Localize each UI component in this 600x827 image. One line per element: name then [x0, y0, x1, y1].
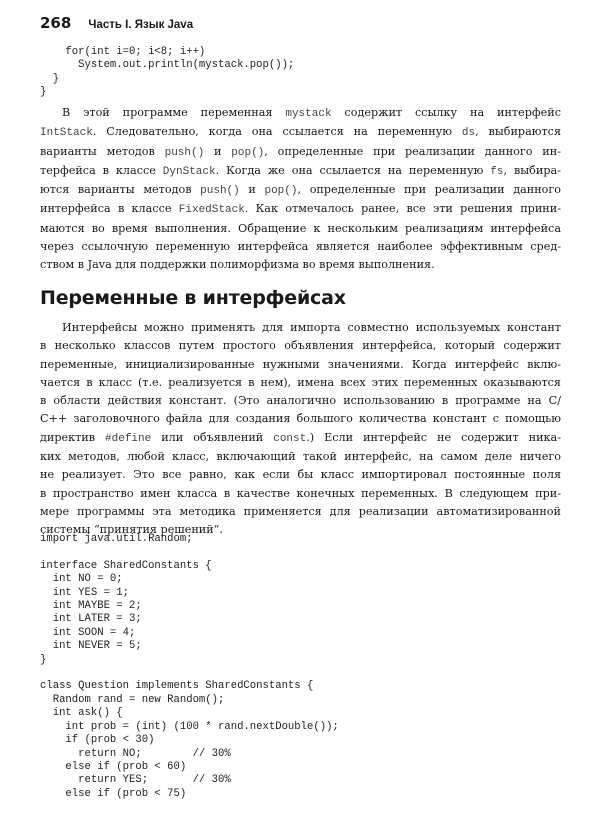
text-run: маются во время выполнения. Обращение к нескольким реализациям интерфейса [40, 221, 561, 235]
text-line [40, 410, 561, 428]
inline-code: FixedStack [178, 204, 245, 217]
text-run: ких методов, любой класс, включающий такой интерфейс, на самом деле ничего [40, 450, 561, 464]
text-run: .) Если интерфейс не содержит ника- [306, 430, 561, 444]
text-run: . Как отмечалось ранее, все эти решения прини- [244, 202, 561, 216]
text-run: мере программы эта методика применяется для реализации автоматизированной [40, 504, 561, 518]
text-line [40, 466, 561, 484]
text-run: Интерфейсы можно применять для импорта совместно используемых констант [62, 321, 561, 334]
inline-code: fs [490, 165, 504, 178]
inline-code: #define [105, 432, 152, 445]
text-line [40, 200, 561, 219]
code-listing-shared-constants: import java.util.Random; interface SharedConstants { int NO = 0; int YES = 1; int MAYBE = 2; int LATER = 3; int SOON = 4; int NEVER = 5; } class Question implements SharedConstants { Random rand = new Random(); int ask() { int prob = (int) (100 * rand.nextDouble()); if (prob < 30) return NO; // 30% else if (prob < 60) return YES; // 30% else if (prob < 75) [40, 533, 339, 800]
text-line [40, 256, 561, 274]
page-header [40, 13, 193, 33]
text-line [40, 503, 561, 521]
text-line [40, 392, 561, 410]
text-line [40, 356, 561, 374]
text-line [40, 485, 561, 503]
text-run: и [204, 144, 232, 158]
text-line [40, 220, 561, 238]
text-run: в несколько классов путем простого объявления интерфейса, который содержит [40, 339, 561, 353]
text-run: , выбира- [503, 163, 561, 177]
text-line [40, 123, 561, 142]
inline-code: pop() [231, 146, 265, 159]
text-run: и [239, 183, 265, 197]
inline-code: IntStack [40, 127, 93, 140]
text-line [40, 337, 561, 355]
text-run: содержит ссылку на интерфейс [331, 106, 561, 119]
text-run: , выбираются [475, 125, 562, 139]
text-run: не реализует. Это все равно, как если бы класс импортировал постоянные поля [40, 468, 561, 482]
text-run: C++ заголовочного файла для создания большого количества констант с помощью [40, 412, 561, 426]
text-line [40, 429, 561, 448]
text-run: чается в класс (т.е. реализуется в нем), имена всех этих переменных оказываются [40, 375, 561, 389]
text-run: ются варианты методов [40, 183, 201, 197]
inline-code: push() [164, 146, 205, 159]
text-run: в области действия констант. (Это аналогично использованию в программе на C/ [40, 394, 561, 408]
text-run: или объявлений [151, 430, 274, 444]
text-run: директив [40, 430, 106, 444]
section-heading: Переменные в интерфейсах [40, 287, 346, 309]
text-run: в пространство имен класса в качестве конечных переменных. В следующем при- [40, 486, 561, 500]
text-run: , определенные при реализации данного ин- [264, 144, 561, 158]
text-line [40, 181, 561, 200]
text-run: терфейса в классе [40, 163, 163, 177]
text-run: В этой программе переменная [62, 106, 286, 119]
text-run: ством в Java для поддержки полиморфизма во время выполнения. [40, 258, 435, 272]
inline-code: ds [461, 127, 476, 140]
text-line [40, 238, 561, 256]
text-run: . Когда же она ссылается на переменную [215, 163, 491, 177]
inline-code: const [273, 432, 307, 445]
text-run: через ссылочную переменную интерфейса является наиболее эффективным сред- [40, 240, 561, 254]
text-line [40, 143, 561, 162]
text-run: системы “принятия решений”. [40, 523, 223, 537]
text-run: интерфейса в классе [40, 202, 179, 216]
text-run: , определенные при реализации данного [297, 183, 562, 197]
inline-code: mystack [285, 108, 332, 120]
inline-code: push() [200, 185, 240, 198]
text-line [40, 374, 561, 392]
paragraph-polymorphism [40, 104, 561, 275]
text-run: варианты методов [40, 144, 165, 158]
inline-code: DynStack [162, 165, 216, 178]
inline-code: pop() [264, 185, 298, 198]
running-head: Часть I. Язык Java [88, 19, 194, 31]
code-listing-top: for(int i=0; i<8; i++) System.out.println(mystack.pop()); } } [40, 46, 295, 99]
text-line [40, 448, 561, 466]
text-run: . Следовательно, когда она ссылается на переменную [92, 125, 462, 139]
text-run: переменные, инициализированные нужными значениями. Когда интерфейс вклю- [40, 357, 561, 371]
paragraph-interface-variables [40, 319, 561, 540]
page-number: 268 [40, 14, 72, 32]
text-line [40, 162, 561, 181]
text-line [40, 104, 561, 123]
text-line [40, 319, 561, 337]
